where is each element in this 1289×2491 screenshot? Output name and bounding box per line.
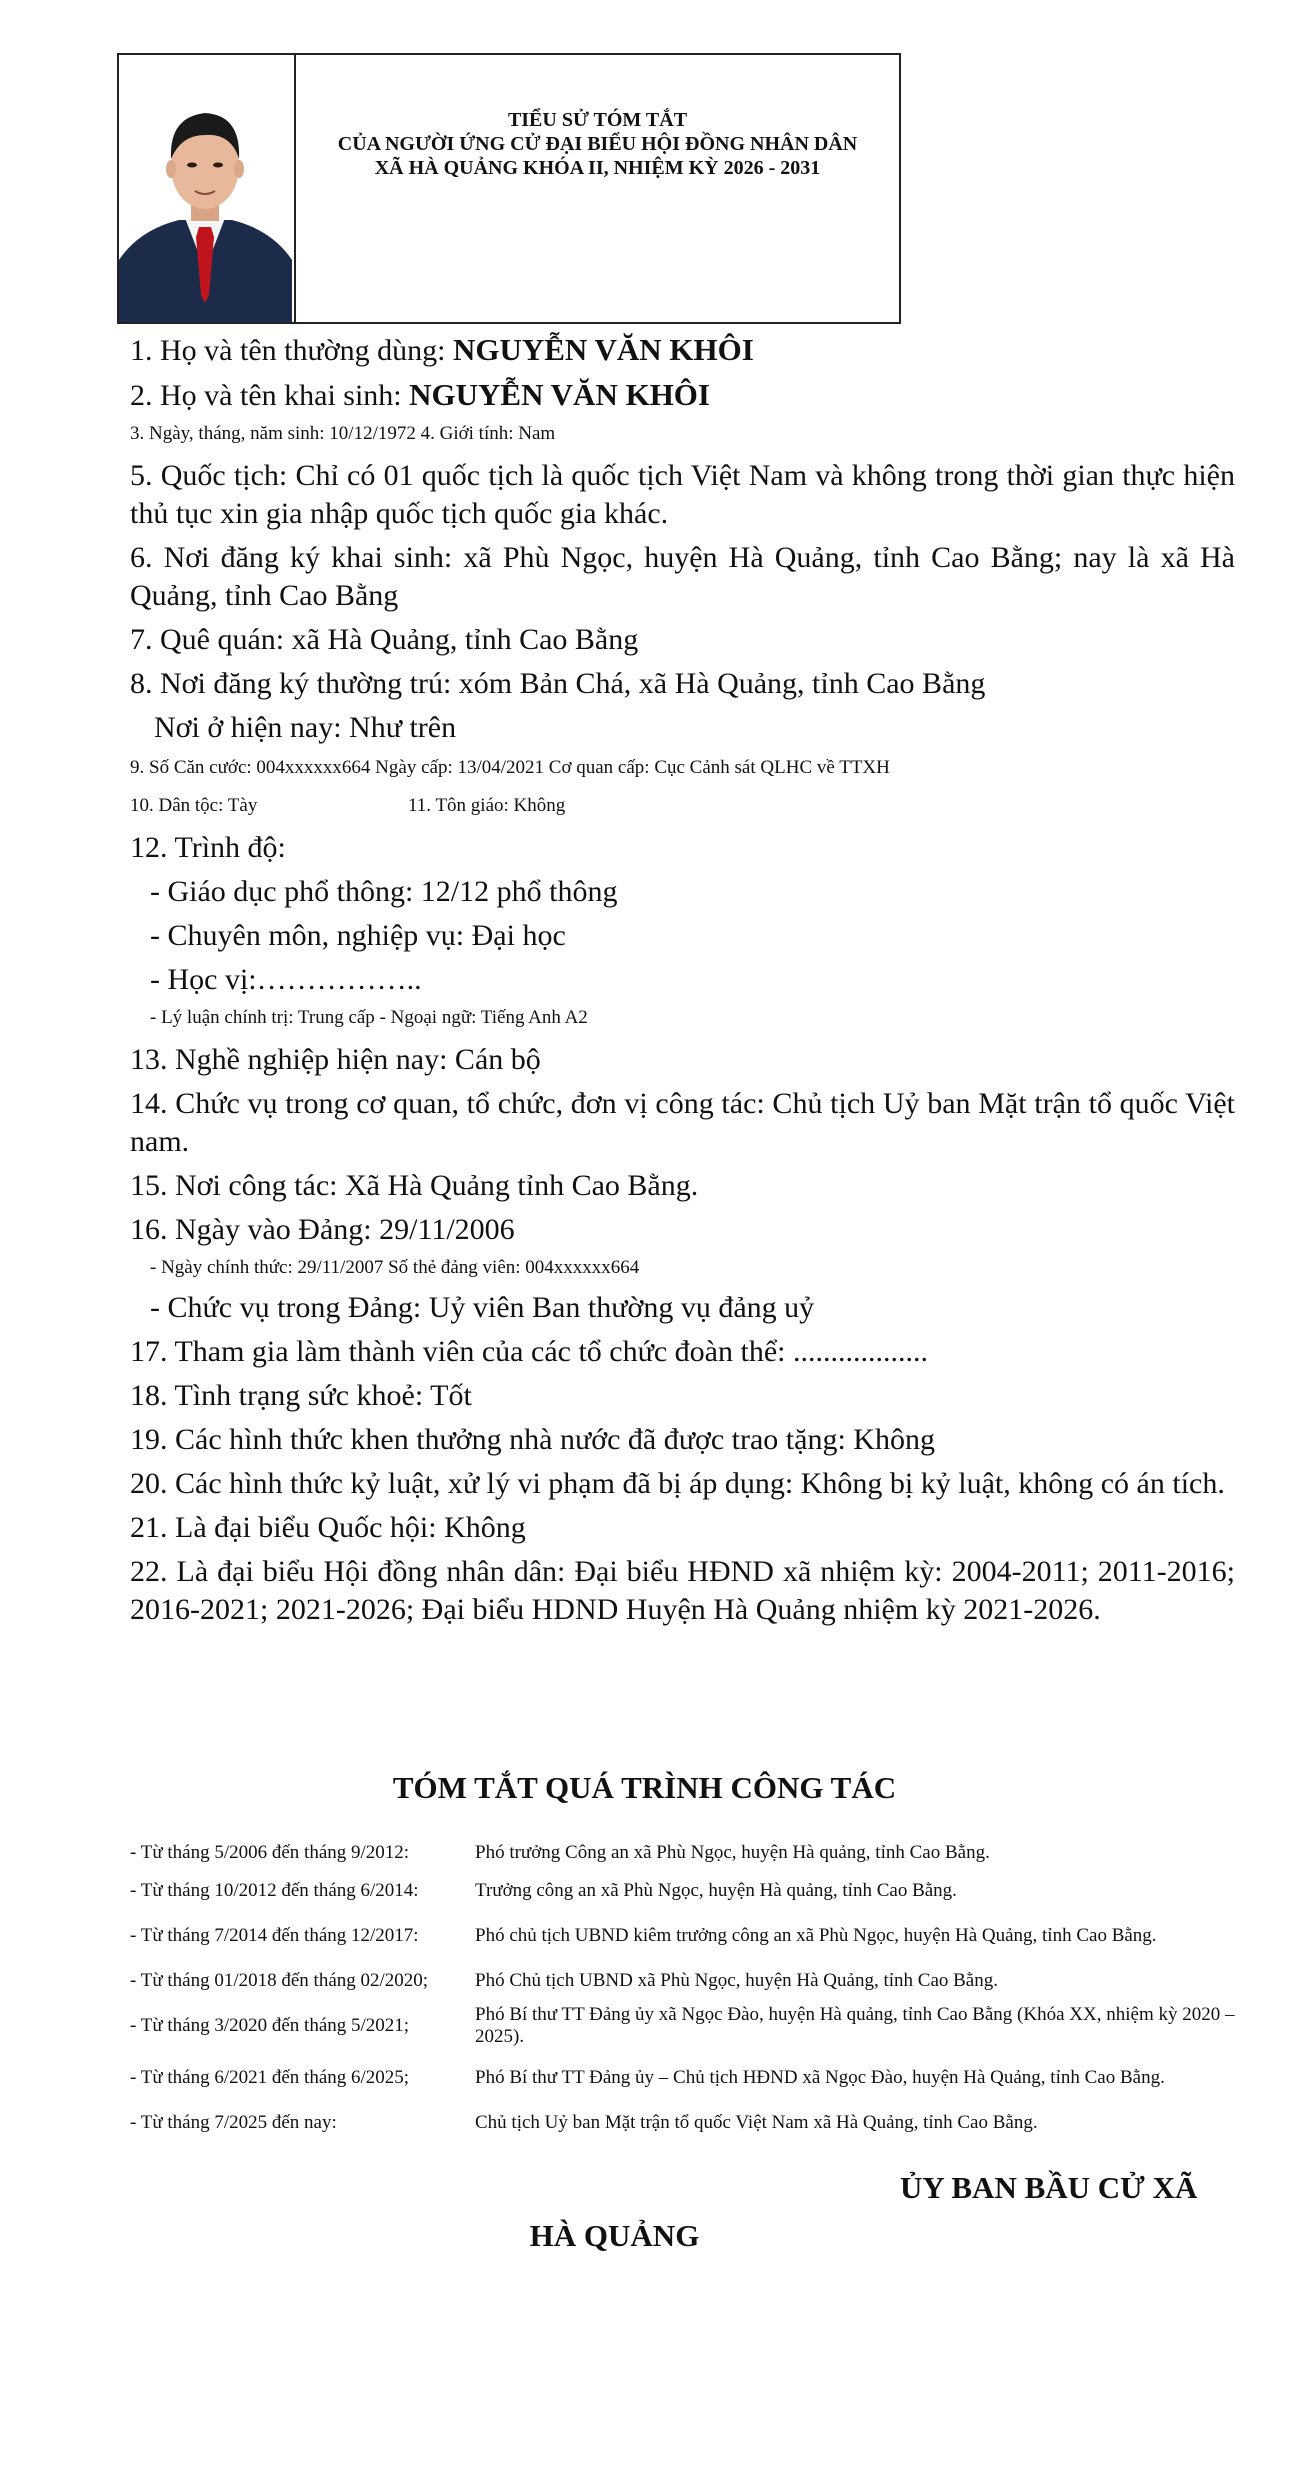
item-current-residence: Nơi ở hiện nay: Như trên — [154, 711, 457, 744]
item-gender: 4. Giới tính: Nam — [420, 423, 556, 444]
career-row — [130, 1834, 1240, 1872]
item-birth-registration: 6. Nơi đăng ký khai sinh: xã Phù Ngọc, huyện Hà Quảng, tỉnh Cao Bằng; nay là xã Hà Quảng, tỉnh Cao Bằng — [130, 541, 1235, 612]
career-row — [130, 1872, 1240, 1910]
career-row — [130, 2052, 1240, 2104]
item-political-language — [130, 1005, 1235, 1031]
document-title — [296, 55, 899, 322]
item-discipline: 20. Các hình thức kỷ luật, xử lý vi phạm đã bị áp dụng: Không bị kỷ luật, không có án tích. — [130, 1467, 1225, 1500]
item-party-official-date: - Ngày chính thức: 29/11/2007 — [150, 1257, 384, 1278]
item-birth-name-value: NGUYỄN VĂN KHÔI — [409, 377, 710, 412]
career-row — [130, 1962, 1240, 2000]
item-position: 14. Chức vụ trong cơ quan, tổ chức, đơn vị công tác: Chủ tịch Uỷ ban Mặt trận tổ quốc Việt nam. — [130, 1087, 1235, 1158]
personal-info — [130, 325, 1235, 1629]
item-birthdate: 3. Ngày, tháng, năm sinh: 10/12/1972 — [130, 423, 416, 444]
item-id-issuer: Cơ quan cấp: Cục Cảnh sát QLHC về TTXH — [548, 757, 890, 778]
item-id-card — [130, 755, 1235, 781]
career-table — [130, 1834, 1240, 2142]
signature-line-2: HÀ QUẢNG — [529, 2218, 700, 2253]
item-common-name-label: 1. Họ và tên thường dùng: — [130, 334, 453, 367]
career-period: - Từ tháng 5/2006 đến tháng 9/2012: — [130, 1842, 410, 1863]
item-organizations: 17. Tham gia làm thành viên của các tổ chức đoàn thể: .................. — [130, 1335, 928, 1368]
career-row — [130, 1910, 1240, 1962]
item-education: 12. Trình độ: — [130, 831, 286, 864]
career-role: Phó trưởng Công an xã Phù Ngọc, huyện Hà quảng, tỉnh Cao Bằng. — [475, 1842, 990, 1863]
header-box — [117, 53, 901, 324]
item-party-official — [130, 1255, 1235, 1281]
item-national-assembly: 21. Là đại biểu Quốc hội: Không — [130, 1511, 526, 1544]
item-party-join-date: 16. Ngày vào Đảng: 29/11/2006 — [130, 1213, 515, 1246]
item-specialization: - Chuyên môn, nghiệp vụ: Đại học — [150, 919, 566, 952]
item-party-position: - Chức vụ trong Đảng: Uỷ viên Ban thường vụ đảng uỷ — [150, 1291, 815, 1324]
item-common-name-value: NGUYỄN VĂN KHÔI — [452, 332, 754, 367]
item-health: 18. Tình trạng sức khoẻ: Tốt — [130, 1379, 472, 1412]
career-row — [130, 2000, 1240, 2052]
career-period: - Từ tháng 10/2012 đến tháng 6/2014: — [130, 1880, 419, 1901]
item-id-issue-date: Ngày cấp: 13/04/2021 — [375, 757, 545, 778]
item-nationality: 5. Quốc tịch: Chỉ có 01 quốc tịch là quốc tịch Việt Nam và không trong thời gian thực hiện thủ tục xin gia nhập quốc tịch quốc gia khác. — [130, 459, 1235, 530]
career-role: Trưởng công an xã Phù Ngọc, huyện Hà quảng, tỉnh Cao Bằng. — [475, 1880, 957, 1901]
career-period: - Từ tháng 6/2021 đến tháng 6/2025; — [130, 2067, 410, 2088]
career-role: Phó chủ tịch UBND kiêm trưởng công an xã Phù Ngọc, huyện Hà Quảng, tỉnh Cao Bằng. — [475, 1925, 1157, 1946]
item-awards: 19. Các hình thức khen thưởng nhà nước đã được trao tặng: Không — [130, 1423, 935, 1456]
item-permanent-residence: 8. Nơi đăng ký thường trú: xóm Bản Chá, xã Hà Quảng, tỉnh Cao Bằng — [130, 667, 986, 700]
item-occupation: 13. Nghề nghiệp hiện nay: Cán bộ — [130, 1043, 541, 1076]
item-birth-name — [130, 376, 1235, 415]
item-ethnicity-religion — [130, 793, 1235, 819]
item-workplace: 15. Nơi công tác: Xã Hà Quảng tỉnh Cao Bằng. — [130, 1169, 699, 1202]
career-role: Phó Bí thư TT Đảng ủy xã Ngọc Đào, huyện Hà quảng, tỉnh Cao Bằng (Khóa XX, nhiệm kỳ 2020 – 2025). — [475, 2004, 1235, 2047]
title-line-2: CỦA NGƯỜI ỨNG CỬ ĐẠI BIỂU HỘI ĐỒNG NHÂN DÂN — [337, 132, 858, 155]
item-party-card-number: Số thẻ đảng viên: 004xxxxxx664 — [388, 1257, 640, 1278]
item-degree: - Học vị:…………….. — [150, 963, 422, 996]
career-period: - Từ tháng 01/2018 đến tháng 02/2020; — [130, 1970, 429, 1991]
career-period: - Từ tháng 3/2020 đến tháng 5/2021; — [130, 2015, 410, 2036]
item-political-theory: - Lý luận chính trị: Trung cấp — [150, 1007, 375, 1028]
title-line-3: XÃ HÀ QUẢNG KHÓA II, NHIỆM KỲ 2026 - 2031 — [374, 156, 821, 179]
item-birth-name-label: 2. Họ và tên khai sinh: — [130, 379, 410, 412]
item-council-delegate: 22. Là đại biểu Hội đồng nhân dân: Đại biểu HĐND xã nhiệm kỳ: 2004-2011; 2011-2016; 2016-2021; 2021-2026; Đại biểu HDND Huyện Hà Quảng nhiệm kỳ 2021-2026. — [130, 1555, 1235, 1626]
title-line-1: TIỂU SỬ TÓM TẮT — [507, 108, 688, 131]
portrait-photo — [119, 55, 296, 322]
signature-line-1: ỦY BAN BẦU CỬ XÃ — [900, 2170, 1198, 2205]
career-role: Chủ tịch Uỷ ban Mặt trận tổ quốc Việt Nam xã Hà Quảng, tỉnh Cao Bằng. — [475, 2112, 1038, 2133]
career-section-title: TÓM TẮT QUÁ TRÌNH CÔNG TÁC — [392, 1770, 897, 1805]
item-hometown: 7. Quê quán: xã Hà Quảng, tỉnh Cao Bằng — [130, 623, 639, 656]
career-row — [130, 2104, 1240, 2142]
item-ethnicity: 10. Dân tộc: Tày — [130, 795, 258, 816]
item-id-number: 9. Số Căn cước: 004xxxxxx664 — [130, 757, 371, 778]
portrait-image — [119, 55, 292, 322]
item-foreign-language: - Ngoại ngữ: Tiếng Anh A2 — [379, 1007, 588, 1028]
item-common-name — [130, 331, 1235, 370]
career-period: - Từ tháng 7/2014 đến tháng 12/2017: — [130, 1925, 419, 1946]
item-general-education: - Giáo dục phổ thông: 12/12 phổ thông — [150, 875, 618, 908]
item-birthdate-gender — [130, 421, 1235, 447]
career-role: Phó Chủ tịch UBND xã Phù Ngọc, huyện Hà Quảng, tỉnh Cao Bằng. — [475, 1970, 998, 1991]
career-period: - Từ tháng 7/2025 đến nay: — [130, 2112, 337, 2133]
career-role: Phó Bí thư TT Đảng ủy – Chủ tịch HĐND xã Ngọc Đào, huyện Hà Quảng, tỉnh Cao Bằng. — [475, 2067, 1165, 2088]
item-religion: 11. Tôn giáo: Không — [408, 795, 566, 816]
